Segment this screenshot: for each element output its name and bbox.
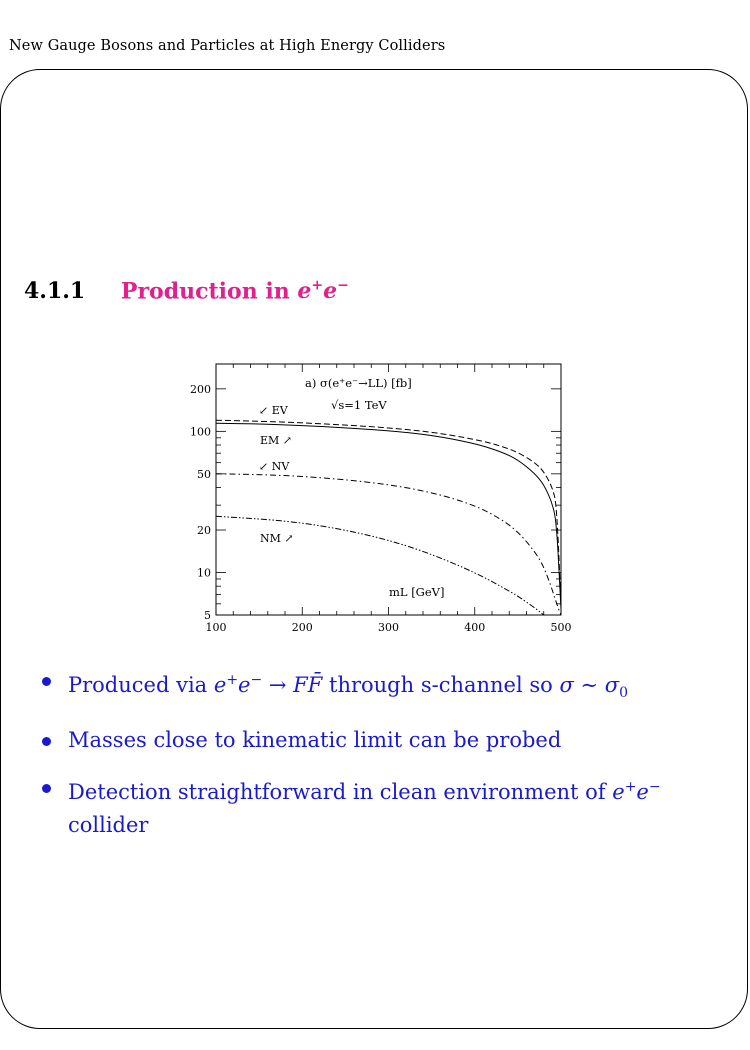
bullet-dot bbox=[42, 737, 51, 746]
math-sup: + bbox=[624, 779, 637, 796]
label-Nv: ↙ NV bbox=[259, 460, 290, 473]
section-title-text: Production in bbox=[120, 278, 290, 305]
x-tick-label: 400 bbox=[464, 621, 486, 634]
series-line-2 bbox=[216, 423, 561, 609]
math-sigma: σ bbox=[604, 673, 620, 697]
bullet-2-text: Masses close to kinematic limit can be probed bbox=[68, 728, 562, 753]
math-F: F bbox=[293, 673, 308, 697]
bullet-list bbox=[42, 664, 702, 856]
math-e1: e bbox=[297, 278, 312, 305]
chart-title: a) σ(e⁺e⁻→LL) [fb] bbox=[305, 376, 412, 390]
section-heading bbox=[24, 278, 349, 304]
bullet-1-text: Produced via bbox=[68, 673, 214, 697]
bullet-1-mid: through s-channel so bbox=[322, 673, 560, 697]
math-plus: + bbox=[311, 278, 324, 294]
x-tick-label: 300 bbox=[378, 621, 399, 634]
math-e: e bbox=[636, 780, 649, 805]
plot-frame bbox=[216, 364, 561, 615]
math-e2: e bbox=[323, 278, 338, 305]
chart-subtitle: √s=1 TeV bbox=[331, 398, 387, 412]
math-sub: 0 bbox=[619, 685, 629, 702]
math-sup: − bbox=[250, 672, 263, 688]
y-tick-label: 5 bbox=[204, 609, 211, 622]
math-minus: − bbox=[337, 278, 349, 294]
bullet-item-2 bbox=[42, 724, 702, 757]
math-e: e bbox=[213, 673, 227, 697]
bullet-3-post: collider bbox=[68, 813, 149, 838]
section-title bbox=[121, 278, 349, 304]
y-tick-label: 20 bbox=[197, 524, 211, 538]
label-EM: EM ↗ bbox=[260, 434, 293, 447]
bullet-dot bbox=[42, 677, 51, 686]
cross-section-chart bbox=[183, 360, 583, 640]
math-Fbar: F̄ bbox=[307, 673, 323, 697]
chart-labels bbox=[190, 376, 572, 634]
math-e: e bbox=[612, 780, 625, 805]
chart-axes bbox=[216, 364, 561, 615]
math-sup: + bbox=[226, 672, 239, 688]
x-tick-label: 500 bbox=[550, 621, 572, 634]
math-sim: ∼ bbox=[573, 673, 605, 697]
math-sup: − bbox=[648, 779, 661, 796]
section-number: 4.1.1 bbox=[24, 278, 86, 305]
bullet-item-1 bbox=[42, 664, 702, 710]
x-tick-label: 100 bbox=[205, 621, 227, 634]
y-tick-label: 100 bbox=[190, 425, 211, 439]
label-Ev: ↙ EV bbox=[259, 404, 288, 417]
math-sigma: σ bbox=[559, 673, 574, 697]
bullet-3-text: Detection straightforward in clean environment of bbox=[68, 780, 613, 805]
y-tick-label: 200 bbox=[190, 382, 211, 396]
x-axis-label: mL [GeV] bbox=[389, 585, 445, 599]
running-header: New Gauge Bosons and Particles at High Energy Colliders bbox=[9, 38, 446, 54]
y-tick-label: 10 bbox=[197, 566, 211, 580]
section-title-math bbox=[297, 278, 348, 304]
label-NM: NM ↗ bbox=[260, 532, 294, 545]
y-tick-label: 50 bbox=[197, 467, 211, 481]
x-tick-label: 200 bbox=[291, 621, 313, 634]
math-arrow: → bbox=[262, 673, 294, 697]
bullet-item-3 bbox=[42, 771, 702, 842]
bullet-dot bbox=[42, 784, 51, 793]
series-line-1 bbox=[216, 420, 561, 604]
math-e: e bbox=[238, 673, 251, 697]
